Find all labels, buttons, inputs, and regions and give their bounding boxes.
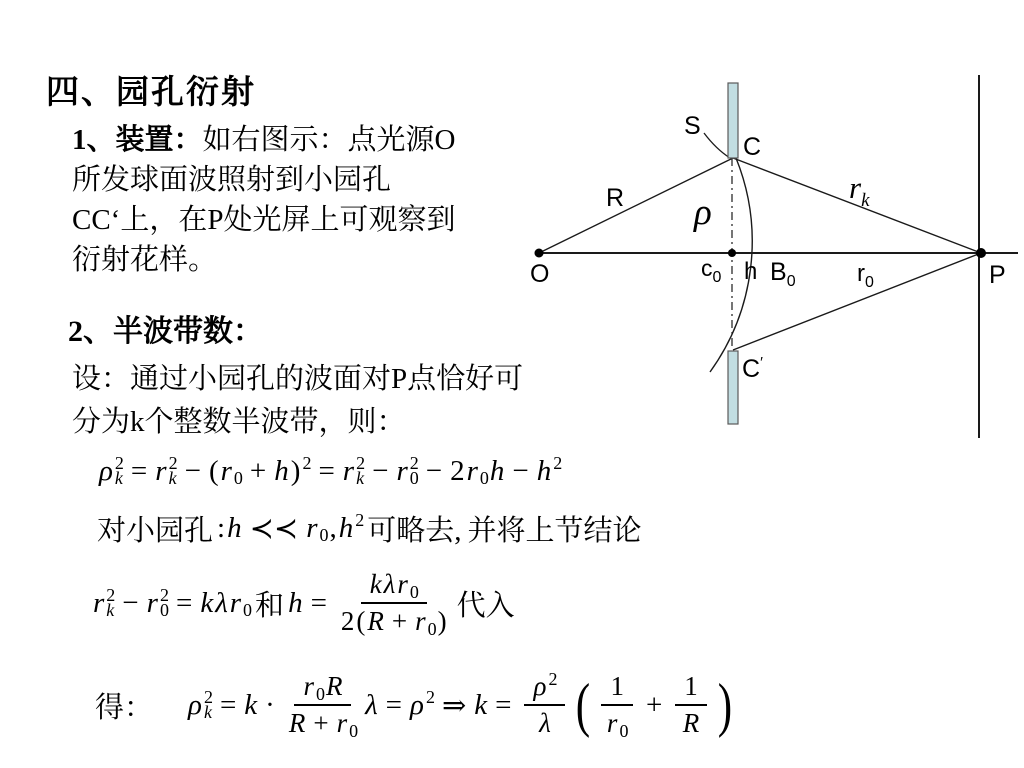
aperture-barrier-top — [728, 83, 738, 158]
label-rk: $r_k$ — [849, 170, 870, 211]
label-S: S — [684, 112, 701, 140]
label-c0: $c_0$ — [701, 255, 722, 286]
aperture-barrier-bottom — [728, 351, 738, 424]
label-O: O — [530, 260, 550, 288]
section2-line2: 分为k个整数半波带，则： — [72, 406, 406, 438]
section1-label: 1、装置： — [72, 124, 203, 156]
label-B0: $B_0$ — [770, 258, 796, 290]
label-C-prime: C′ — [742, 354, 763, 383]
section1-paragraph — [72, 120, 455, 280]
section2-paragraph — [72, 358, 523, 444]
formula-rho-expansion: ρ 2 k = r 2 k − ( r 0 + h ) 2 = r 2 k − r 2 0 − 2 r 0 h − h 2 — [99, 453, 563, 488]
point-O-dot — [535, 249, 544, 258]
formula-substitution: r 2 k − r 2 0 = k λ r 0 和 h = k λ r 0 2 ( R + r 0 ) 代入 — [93, 569, 515, 639]
section1-line2: 所发球面波照射到小园孔 — [72, 164, 392, 196]
section1-line4: 衍射花样。 — [72, 244, 218, 276]
section1-line1 — [72, 120, 455, 160]
label-P: P — [989, 261, 1006, 289]
section1-line3: CC‘上，在P处光屏上可观察到 — [72, 204, 456, 236]
label-C: C — [743, 133, 762, 161]
section1-line1-text: 如右图示：点光源O — [202, 124, 456, 156]
label-h: h — [744, 258, 758, 285]
point-c0-dot — [728, 249, 736, 257]
page-title: 四、园孔衍射 — [46, 75, 256, 111]
section2-heading: 2、半波带数： — [68, 315, 263, 348]
s-pointer-curve — [704, 133, 730, 158]
section2-line1: 设：通过小园孔的波面对P点恰好可 — [72, 363, 524, 395]
diffraction-diagram — [500, 60, 1024, 450]
label-r0: $r_0$ — [857, 260, 874, 291]
point-P-dot — [976, 248, 986, 258]
label-R: R — [606, 184, 625, 212]
formula-result: 得： ρ 2 k = k · r 0 R R + r 0 λ = ρ 2 ⇒ k = ρ 2 λ ( 1 r 0 + $\frac{1}{R}$ ) — [95, 668, 732, 741]
formula-small-aperture-note: 对小园孔 : h ≺≺ r 0 , h 2 可略去, 并将上节结论 — [97, 510, 642, 547]
label-rho: ρ — [694, 192, 712, 233]
